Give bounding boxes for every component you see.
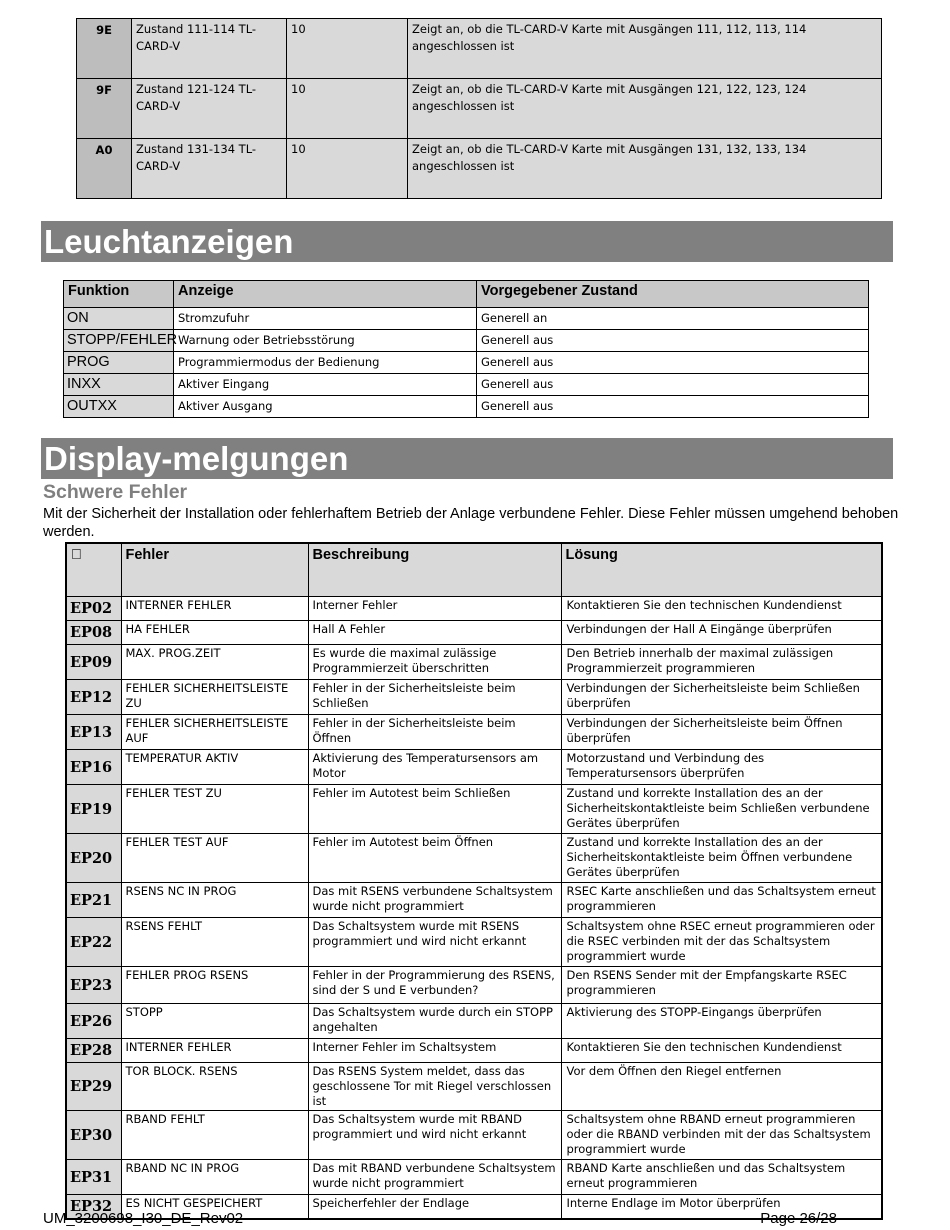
table-row xyxy=(66,1004,882,1039)
error-name: INTERNER FEHLER xyxy=(121,1039,308,1063)
error-code: EP19 xyxy=(66,785,121,834)
parameter-code: 9F xyxy=(77,79,132,139)
error-code: EP21 xyxy=(66,883,121,918)
led-default-state: Generell aus xyxy=(477,352,869,374)
error-solution: Schaltsystem ohne RSEC erneut programmieren oder die RSEC verbinden mit der das Schaltsystem programmiert wurde xyxy=(561,918,882,967)
error-name: RBAND NC IN PROG xyxy=(121,1160,308,1195)
parameter-value: 10 xyxy=(287,19,408,79)
error-description: Das Schaltsystem wurde mit RBAND programmiert und wird nicht erkannt xyxy=(308,1111,561,1160)
error-name: STOPP xyxy=(121,1004,308,1039)
column-header: Funktion xyxy=(64,281,174,308)
error-solution: Den Betrieb innerhalb der maximal zulässigen Programmierzeit programmieren xyxy=(561,645,882,680)
table-row xyxy=(66,750,882,785)
error-solution: Kontaktieren Sie den technischen Kundendienst xyxy=(561,597,882,621)
parameter-name: Zustand 111-114 TL-CARD-V xyxy=(132,19,287,79)
table-row xyxy=(64,374,869,396)
led-function: INXX xyxy=(64,374,174,396)
table-row xyxy=(77,79,882,139)
error-code: EP09 xyxy=(66,645,121,680)
table-row xyxy=(77,139,882,199)
led-indicator-table xyxy=(63,280,869,418)
led-indication: Aktiver Ausgang xyxy=(174,396,477,418)
error-description: Interner Fehler xyxy=(308,597,561,621)
table-row xyxy=(66,967,882,1004)
error-name: INTERNER FEHLER xyxy=(121,597,308,621)
error-code: EP16 xyxy=(66,750,121,785)
error-name: TEMPERATUR AKTIV xyxy=(121,750,308,785)
parameter-code: A0 xyxy=(77,139,132,199)
checkbox-symbol-header xyxy=(66,543,121,597)
error-name: HA FEHLER xyxy=(121,621,308,645)
led-indication: Stromzufuhr xyxy=(174,308,477,330)
table-row xyxy=(64,396,869,418)
error-name: FEHLER TEST AUF xyxy=(121,834,308,883)
parameter-code: 9E xyxy=(77,19,132,79)
parameter-description: Zeigt an, ob die TL-CARD-V Karte mit Ausgängen 131, 132, 133, 134 angeschlossen ist xyxy=(408,139,882,199)
error-code: EP26 xyxy=(66,1004,121,1039)
error-solution: Den RSENS Sender mit der Empfangskarte RSEC programmieren xyxy=(561,967,882,1004)
column-header: Beschreibung xyxy=(308,543,561,597)
error-description: Das RSENS System meldet, dass das geschlossene Tor mit Riegel verschlossen ist xyxy=(308,1063,561,1111)
error-code: EP20 xyxy=(66,834,121,883)
table-row xyxy=(66,1160,882,1195)
column-header: Lösung xyxy=(561,543,882,597)
error-code: EP28 xyxy=(66,1039,121,1063)
parameter-description: Zeigt an, ob die TL-CARD-V Karte mit Ausgängen 121, 122, 123, 124 angeschlossen ist xyxy=(408,79,882,139)
error-description: Fehler im Autotest beim Öffnen xyxy=(308,834,561,883)
error-description: Interner Fehler im Schaltsystem xyxy=(308,1039,561,1063)
error-description: Fehler in der Sicherheitsleiste beim Schließen xyxy=(308,680,561,715)
error-solution: Schaltsystem ohne RBAND erneut programmieren oder die RBAND verbinden mit der das Schaltsystem programmiert wurde xyxy=(561,1111,882,1160)
table-row xyxy=(64,352,869,374)
table-row xyxy=(64,330,869,352)
led-function: ON xyxy=(64,308,174,330)
section-heading-display: Display-melgungen xyxy=(41,438,893,479)
error-name: RSENS NC IN PROG xyxy=(121,883,308,918)
error-code-table xyxy=(65,542,883,1220)
error-description: Das mit RSENS verbundene Schaltsystem wurde nicht programmiert xyxy=(308,883,561,918)
error-code: EP32 xyxy=(66,1195,121,1219)
table-row xyxy=(66,1063,882,1111)
led-default-state: Generell aus xyxy=(477,330,869,352)
led-function: OUTXX xyxy=(64,396,174,418)
error-name: ES NICHT GESPEICHERT xyxy=(121,1195,308,1219)
parameter-name: Zustand 121-124 TL-CARD-V xyxy=(132,79,287,139)
led-function: STOPP/FEHLER xyxy=(64,330,174,352)
error-code: EP30 xyxy=(66,1111,121,1160)
table-row xyxy=(64,308,869,330)
parameter-description: Zeigt an, ob die TL-CARD-V Karte mit Ausgängen 111, 112, 113, 114 angeschlossen ist xyxy=(408,19,882,79)
error-description: Das Schaltsystem wurde mit RSENS programmiert und wird nicht erkannt xyxy=(308,918,561,967)
error-code: EP29 xyxy=(66,1063,121,1111)
document-id: UM_3200698_I30_DE_Rev02 xyxy=(43,1210,244,1227)
error-name: TOR BLOCK. RSENS xyxy=(121,1063,308,1111)
error-solution: Verbindungen der Sicherheitsleiste beim Schließen überprüfen xyxy=(561,680,882,715)
led-indication: Warnung oder Betriebsstörung xyxy=(174,330,477,352)
error-solution: Zustand und korrekte Installation des an der Sicherheitskontaktleiste beim Öffnen verbundene Gerätes überprüfen xyxy=(561,834,882,883)
table-row xyxy=(66,883,882,918)
section-heading-leuchtanzeigen: Leuchtanzeigen xyxy=(41,221,893,262)
error-name: FEHLER SICHERHEITSLEISTE AUF xyxy=(121,715,308,750)
error-solution: RSEC Karte anschließen und das Schaltsystem erneut programmieren xyxy=(561,883,882,918)
table-row xyxy=(66,1111,882,1160)
parameter-value: 10 xyxy=(287,139,408,199)
error-solution: RBAND Karte anschließen und das Schaltsystem erneut programmieren xyxy=(561,1160,882,1195)
error-description: Aktivierung des Temperatursensors am Motor xyxy=(308,750,561,785)
led-indication: Programmiermodus der Bedienung xyxy=(174,352,477,374)
led-function: PROG xyxy=(64,352,174,374)
error-name: FEHLER SICHERHEITSLEISTE ZU xyxy=(121,680,308,715)
error-solution: Zustand und korrekte Installation des an der Sicherheitskontaktleiste beim Schließen verbundene Gerätes überprüfen xyxy=(561,785,882,834)
error-code: EP31 xyxy=(66,1160,121,1195)
parameter-name: Zustand 131-134 TL-CARD-V xyxy=(132,139,287,199)
parameter-table-continuation xyxy=(76,18,882,199)
table-row xyxy=(66,645,882,680)
led-default-state: Generell aus xyxy=(477,374,869,396)
table-row xyxy=(66,621,882,645)
error-name: RSENS FEHLT xyxy=(121,918,308,967)
error-code: EP02 xyxy=(66,597,121,621)
error-code: EP12 xyxy=(66,680,121,715)
error-description: Es wurde die maximal zulässige Programmierzeit überschritten xyxy=(308,645,561,680)
column-header: Fehler xyxy=(121,543,308,597)
error-name: FEHLER PROG RSENS xyxy=(121,967,308,1004)
table-row xyxy=(66,715,882,750)
error-description: Fehler in der Sicherheitsleiste beim Öffnen xyxy=(308,715,561,750)
parameter-value: 10 xyxy=(287,79,408,139)
error-code: EP13 xyxy=(66,715,121,750)
led-default-state: Generell aus xyxy=(477,396,869,418)
column-header: Vorgegebener Zustand xyxy=(477,281,869,308)
error-description: Speicherfehler der Endlage xyxy=(308,1195,561,1219)
subheading-severe-errors: Schwere Fehler xyxy=(43,481,188,503)
error-solution: Kontaktieren Sie den technischen Kundendienst xyxy=(561,1039,882,1063)
error-name: RBAND FEHLT xyxy=(121,1111,308,1160)
led-default-state: Generell an xyxy=(477,308,869,330)
table-row xyxy=(66,918,882,967)
table-row xyxy=(66,834,882,883)
error-solution: Verbindungen der Sicherheitsleiste beim Öffnen überprüfen xyxy=(561,715,882,750)
error-description: Das mit RBAND verbundene Schaltsystem wurde nicht programmiert xyxy=(308,1160,561,1195)
error-solution: Interne Endlage im Motor überprüfen xyxy=(561,1195,882,1219)
error-code: EP23 xyxy=(66,967,121,1004)
error-solution: Motorzustand und Verbindung des Temperatursensors überprüfen xyxy=(561,750,882,785)
error-description: Hall A Fehler xyxy=(308,621,561,645)
error-solution: Aktivierung des STOPP-Eingangs überprüfen xyxy=(561,1004,882,1039)
table-row xyxy=(66,785,882,834)
error-description: Das Schaltsystem wurde durch ein STOPP angehalten xyxy=(308,1004,561,1039)
error-name: FEHLER TEST ZU xyxy=(121,785,308,834)
column-header: Anzeige xyxy=(174,281,477,308)
error-name: MAX. PROG.ZEIT xyxy=(121,645,308,680)
error-description: Fehler in der Programmierung des RSENS, sind der S und E verbunden? xyxy=(308,967,561,1004)
table-row xyxy=(66,680,882,715)
error-code: EP22 xyxy=(66,918,121,967)
table-row xyxy=(66,597,882,621)
error-solution: Verbindungen der Hall A Eingänge überprüfen xyxy=(561,621,882,645)
table-row xyxy=(66,1039,882,1063)
error-description: Fehler im Autotest beim Schließen xyxy=(308,785,561,834)
led-indication: Aktiver Eingang xyxy=(174,374,477,396)
error-solution: Vor dem Öffnen den Riegel entfernen xyxy=(561,1063,882,1111)
error-code: EP08 xyxy=(66,621,121,645)
intro-paragraph: Mit der Sicherheit der Installation oder fehlerhaftem Betrieb der Anlage verbundene Fehler. Diese Fehler müssen umgehend behoben werden. xyxy=(43,506,899,540)
table-row xyxy=(77,19,882,79)
page-number: Page 26/28 xyxy=(760,1210,837,1227)
